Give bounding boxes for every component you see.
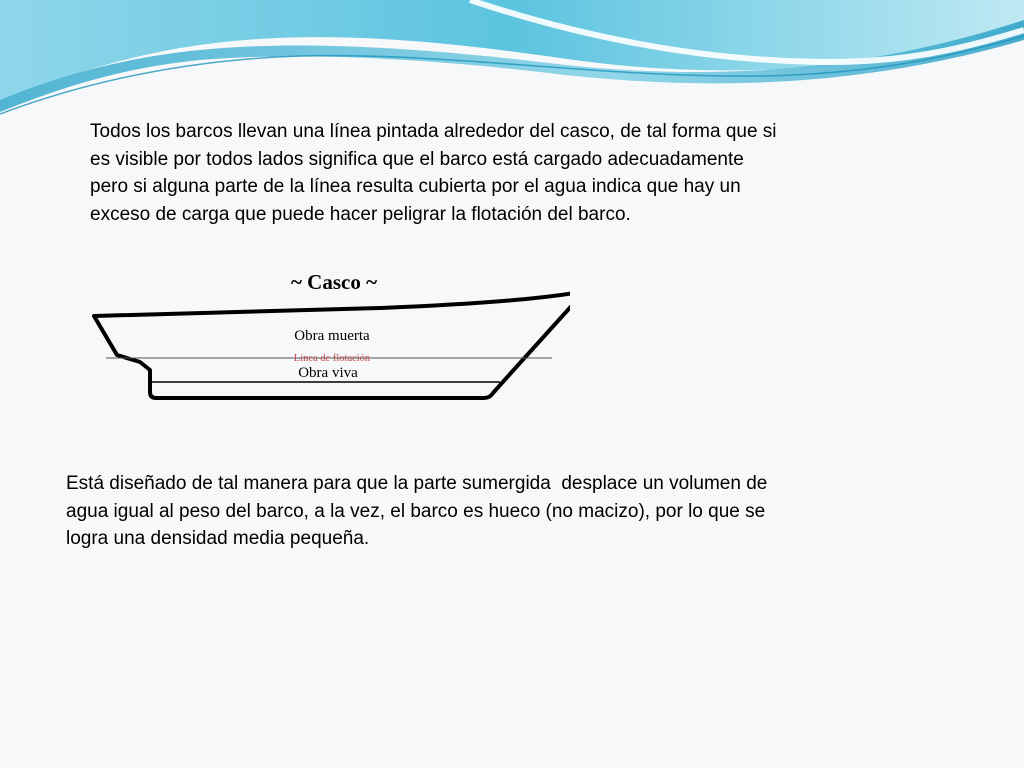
paragraph-line: Está diseñado de tal manera para que la parte sumergida desplace un volumen de [66,473,768,494]
paragraph-line: Todos los barcos llevan una línea pintada alrededor del casco, de tal forma que si [90,121,777,142]
paragraph-line: logra una densidad media pequeña. [66,528,370,549]
paragraph-line: exceso de carga que puede hacer peligrar la flotación del barco. [90,203,631,225]
decorative-wave-header [0,0,1024,130]
hull-diagram [90,262,570,412]
lower-hull-label: Obra viva [298,365,358,381]
upper-hull-label: Obra muerta [294,328,370,344]
waterline-label: Línea de flotación [293,353,371,364]
paragraph-line: es visible por todos lados significa que el barco está cargado adecuadamente [90,148,744,170]
paragraph-line: agua igual al peso del barco, a la vez, el barco es hueco (no macizo), por lo que se [66,500,766,522]
explanation-paragraph [66,470,946,553]
paragraph-line: pero si alguna parte de la línea resulta cubierta por el agua indica que hay un [90,176,741,197]
diagram-title: ~ Casco ~ [291,270,377,294]
intro-paragraph [90,118,950,228]
